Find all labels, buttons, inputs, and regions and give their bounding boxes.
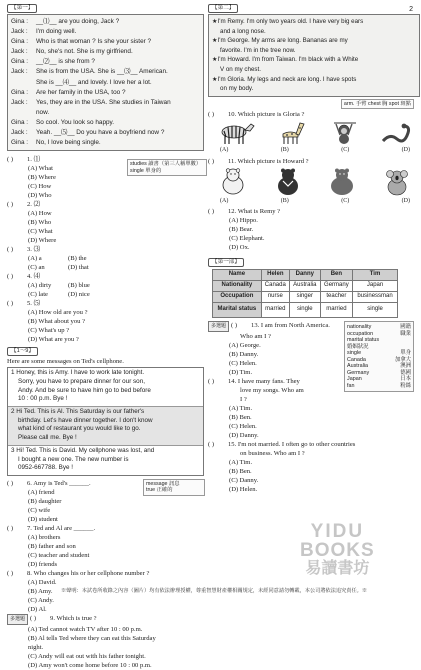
option[interactable]: (C) teacher and student — [28, 551, 90, 559]
animal-descriptions — [208, 14, 420, 97]
question-6: ( ) 6. Amy is Ted's ______. (A) friend (B) daughter (C) wife (D) student — [7, 479, 204, 524]
option[interactable]: (C) Andy will eat out with his father tonight. — [28, 652, 146, 660]
option[interactable]: (A) dirty — [28, 282, 52, 290]
option[interactable]: (B) father and son — [28, 542, 76, 550]
messages-box — [7, 367, 204, 476]
answer-paren[interactable]: ( ) — [7, 156, 14, 164]
dialog-line: Gina : No, I love being single. — [11, 139, 101, 147]
option[interactable]: (C) What — [28, 228, 53, 236]
snake-icon[interactable] — [380, 121, 414, 145]
option[interactable]: (B) daughter — [28, 497, 62, 505]
picture-label[interactable]: (D) — [401, 147, 410, 154]
option[interactable]: (B) Ben. — [229, 468, 252, 476]
option[interactable]: (C) Andy. — [28, 596, 54, 604]
dialog-box — [7, 14, 204, 151]
info-table — [212, 269, 398, 318]
description-gloria: ★I'm Gloria. My legs and neck are long. I have spots on my body. — [212, 75, 357, 93]
table-cell: single — [353, 303, 398, 318]
right-column — [208, 0, 420, 494]
multi-choice-tag: 多選題 — [208, 321, 229, 332]
option[interactable]: (D) Where — [28, 237, 57, 245]
question-8: ( ) 8. Who changes his or her cellphone number ? (A) David. (B) Amy. (C) Andy. (D) Al. — [7, 569, 204, 614]
table-header-cell: Danny — [289, 270, 320, 281]
option[interactable]: (D) Al. — [28, 605, 47, 613]
dialog-line: Jack : Yes, they are in the USA. She studies in Taiwan — [11, 98, 171, 106]
option[interactable]: (C) an — [28, 264, 45, 272]
option[interactable]: (C) Helen. — [229, 423, 257, 431]
table-cell: businessman — [353, 292, 398, 303]
table-header-row — [213, 270, 398, 281]
multi-choice-tag: 多選題 — [7, 614, 28, 625]
option[interactable]: (D) Who — [28, 192, 52, 200]
option[interactable]: (D) nice — [68, 291, 90, 299]
question-10: ( ) 10. Which picture is Gloria ? — [208, 111, 305, 119]
question-7: ( ) 7. Ted and Al are ______. (A) brothers (B) father and son (C) teacher and student (D) friends — [7, 524, 204, 569]
option[interactable]: (A) How — [28, 210, 52, 218]
dialog-line: Jack : She is from the USA. She is __⑶__ American. — [11, 68, 168, 76]
black-bear-icon[interactable] — [271, 168, 305, 196]
table-cell: nurse — [261, 292, 289, 303]
message-3: 3 Hi! Ted. This is David. My cellphone was lost, and I bought a new one. The new number is 0952-667788. Bye ! — [11, 446, 155, 472]
option[interactable]: (D) What are you ? — [28, 336, 79, 344]
section-tag-1: 【第一】 — [7, 4, 37, 13]
option[interactable]: (D) Tim. — [229, 369, 253, 377]
dialog-line: She is __⑷__ and lovely. I love her a lot. — [36, 78, 152, 86]
option: night. — [28, 643, 44, 651]
picture-label[interactable]: (D) — [401, 197, 410, 204]
option[interactable]: (B) Who — [28, 219, 52, 227]
table-header-cell: Tim — [353, 270, 398, 281]
option[interactable]: (A) Ted cannot watch TV after 10 : 00 p.m. — [28, 625, 143, 633]
giraffe-icon[interactable] — [278, 121, 308, 145]
questions-6-9 — [7, 479, 204, 670]
monkey-icon[interactable] — [330, 121, 358, 145]
section-tag-3: 【第一部】 — [208, 258, 244, 267]
questions-13-15 — [208, 321, 420, 494]
option[interactable]: (D) friends — [28, 560, 58, 568]
option[interactable]: (B) Ben. — [229, 414, 252, 422]
row-header: Marital status — [213, 303, 262, 318]
option[interactable]: (A) brothers — [28, 533, 61, 541]
option[interactable]: (B) Where — [28, 174, 56, 182]
table-cell: singer — [289, 292, 320, 303]
question-11: ( ) 11. Which picture is Howard ? — [208, 157, 309, 165]
answer-paren[interactable]: ( ) — [7, 479, 14, 487]
option[interactable]: (C) Helen. — [229, 360, 257, 368]
polar-bear-icon[interactable] — [216, 168, 250, 196]
picture-label[interactable]: (C) — [341, 147, 350, 154]
table-cell: Japan — [353, 281, 398, 292]
dialog-line: Gina : Are her family in the USA, too ? — [11, 88, 126, 96]
option[interactable]: (D) Ox. — [229, 244, 250, 252]
question-3: ( ) 3. ⑶ (A) a (B) the (C) an (D) that — [7, 245, 204, 272]
question-2: ( ) 2. ⑵ (A) How (B) Who (C) What (D) Where — [7, 200, 204, 245]
answer-paren[interactable]: ( ) — [7, 569, 14, 577]
dialog-line: Jack : Yeah. __⑸__ Do you have a boyfriend now ? — [11, 129, 165, 137]
vocab-note-arm: arm. 手臂 chest 胸 spot 斑點 — [208, 99, 420, 110]
table-cell: Germany — [320, 281, 352, 292]
option[interactable]: (B) Al tells Ted where they can eat this Saturday — [28, 634, 156, 642]
answer-paren[interactable]: ( ) — [7, 524, 14, 532]
picture-row-1-labels — [220, 147, 410, 155]
option[interactable]: (D) student — [28, 515, 58, 523]
option[interactable]: (A) How old are you ? — [28, 309, 88, 317]
dialog-line: Gina : Who is that woman ? Is she your sister ? — [11, 38, 152, 46]
question-4: ( ) 4. ⑷ (A) dirty (B) blue (C) late (D) nice — [7, 272, 204, 299]
table-cell: married — [261, 303, 289, 318]
answer-paren[interactable]: ( ) — [7, 246, 14, 254]
picture-label[interactable]: (A) — [220, 197, 229, 204]
answer-paren[interactable]: ( ) — [208, 157, 215, 165]
option[interactable]: (B) the — [68, 255, 87, 263]
questions-1-5 — [7, 155, 204, 344]
option[interactable]: (A) a — [28, 255, 42, 263]
option[interactable]: (C) How — [28, 183, 52, 191]
watermark-logo: YIDU BOOKS 易讀書坊 — [300, 521, 375, 577]
message-1: 1 Honey, this is Amy. I have to work late tonight. Sorry, you have to prepare dinner for our son, Andy. And be sure to have him go to bed before 10 : 00 p.m. Bye ! — [8, 368, 203, 407]
option[interactable]: (C) Danny. — [229, 477, 259, 485]
answer-paren[interactable]: ( ) — [30, 614, 37, 622]
option[interactable]: (A) Tim. — [229, 405, 253, 413]
answer-paren[interactable]: ( ) — [7, 273, 14, 281]
picture-label[interactable]: (A) — [220, 147, 229, 154]
copyright-footer: ※聲明：本試卷所收錄之內容（圖片）均有依法辦理授權，尊重智慧財產權相關規定，未經同意請勿轉載，本公司將依法追究責任。※ — [60, 588, 368, 594]
vocab-box: nationality 國籍 occupation 職業 marital status 婚姻狀況 single 單身 Canada 加拿大 Australia 澳洲 Germany 德國 Japan 日本 fan 粉絲 — [344, 321, 414, 392]
option[interactable]: (C) wife — [28, 506, 51, 514]
row-header: Occupation — [213, 292, 262, 303]
table-header-cell: Ben — [320, 270, 352, 281]
description-remy: ★I'm Remy. I'm only two years old. I have very big ears and a long nose. — [212, 17, 364, 35]
answer-paren[interactable]: ( ) — [7, 300, 14, 308]
dialog-line: Gina : So cool. You look so happy. — [11, 118, 115, 126]
option[interactable]: (B) Danny. — [229, 351, 259, 359]
answer-paren[interactable]: ( ) — [208, 378, 215, 386]
table-cell: teacher — [320, 292, 352, 303]
answer-paren[interactable]: ( ) — [208, 441, 215, 449]
option[interactable]: (A) friend — [28, 488, 55, 496]
question-14: ( ) 14. I have many fans. They love my songs. Who am I ? (A) Tim. (B) Ben. (C) Helen. (D) Danny. — [208, 377, 420, 440]
question-5: ( ) 5. ⑸ (A) How old are you ? (B) What about you ? (C) What's up ? (D) What are you ? — [7, 299, 204, 344]
koala-icon[interactable] — [380, 168, 414, 196]
picture-row-2 — [216, 168, 414, 196]
option[interactable]: (D) that — [68, 264, 89, 272]
question-13: 多選題 ( ) 13. I am from North America. Who am I ? (A) George. (B) Danny. (C) Helen. (D) Tim. — [208, 321, 420, 377]
picture-row-2-labels — [220, 198, 410, 206]
table-header-cell: Helen — [261, 270, 289, 281]
table-cell: Australia — [289, 281, 320, 292]
option[interactable]: (B) blue — [68, 282, 90, 290]
description-howard: ★I'm Howard. I'm from Taiwan. I'm black with a White V on my chest. — [212, 56, 359, 73]
picture-label[interactable]: (B) — [280, 147, 289, 154]
table-header-cell: Name — [213, 270, 262, 281]
vocab-note-studies: studies 讀書（第三人稱單數） single 單身的 — [127, 159, 207, 176]
answer-paren[interactable]: ( ) — [208, 111, 215, 119]
bear-icon[interactable] — [325, 168, 359, 196]
option[interactable]: (D) Amy won't come home before 10 : 00 p.m. — [28, 661, 152, 669]
question-12: ( ) 12. What is Remy ? (A) Hippo. (B) Bear. (C) Elephant. (D) Ox. — [208, 207, 420, 252]
dialog-line: Jack : No, she's not. She is my girlfriend. — [11, 48, 133, 56]
picture-label[interactable]: (B) — [280, 197, 289, 204]
option[interactable]: (C) What's up ? — [28, 327, 70, 335]
option[interactable]: (D) Danny. — [229, 432, 259, 440]
dialog-line: Jack : I'm doing well. — [11, 28, 77, 36]
option[interactable]: (C) late — [28, 291, 48, 299]
zebra-icon[interactable] — [216, 121, 256, 145]
option[interactable]: (D) Helen. — [229, 486, 258, 494]
messages-intro: Here are some messages on Ted's cellphone. — [7, 358, 124, 366]
section-tag-2: 【1～9】 — [7, 347, 38, 356]
option[interactable]: (B) Bear. — [229, 226, 254, 234]
message-2: 2 Hi Ted. This is Al. This Saturday is our father's birthday. Let's have dinner together. I don't know what kind of restaurant you would like to go. Please call me. Bye ! — [8, 407, 203, 446]
table-cell: Canada — [261, 281, 289, 292]
left-column — [0, 0, 204, 670]
option[interactable]: (A) Tim. — [229, 459, 253, 467]
dialog-line: Gina : __⑴__ are you doing, Jack ? — [11, 17, 120, 25]
picture-label[interactable]: (C) — [341, 197, 350, 204]
question-1: ( ) 1. ⑴ (A) What (B) Where (C) How (D) Who — [7, 155, 204, 200]
option[interactable]: (B) What about you ? — [28, 318, 86, 326]
description-george: ★I'm George. My arms are long. Bananas are my favorite. I'm in the tree now. — [212, 37, 348, 54]
option[interactable]: (A) George. — [229, 342, 261, 350]
question-15: ( ) 15. I'm not married. I often go to other countries on business. Who am I ? (A) Tim. (B) Ben. (C) Danny. (D) Helen. — [208, 440, 420, 494]
section-tag-right: 【第二】 — [208, 4, 238, 13]
option[interactable]: (C) Elephant. — [229, 235, 265, 243]
row-header: Nationality — [213, 281, 262, 292]
table-cell: married — [320, 303, 352, 318]
table-row — [213, 303, 398, 318]
picture-row-1 — [216, 121, 414, 145]
answer-paren[interactable]: ( ) — [7, 201, 14, 209]
dialog-line: now. — [36, 108, 50, 116]
option[interactable]: (A) What — [28, 165, 53, 173]
table-row — [213, 292, 398, 303]
answer-paren[interactable]: ( ) — [231, 322, 238, 330]
dialog-line: Gina : __⑵__ is she from ? — [11, 58, 95, 66]
vocab-note-message: message 訊息 true 正確的 — [143, 479, 205, 496]
table-cell: single — [289, 303, 320, 318]
option[interactable]: (B) Amy. — [28, 587, 53, 595]
page-number: 2 — [409, 6, 413, 13]
table-row — [213, 281, 398, 292]
option[interactable]: (A) David. — [28, 578, 57, 586]
question-9: 多選題 ( ) 9. Which is true ? (A) Ted cannot watch TV after 10 : 00 p.m. (B) Al tells Ted where they can eat this Saturday night. (C) Andy will eat out with his father tonight. (D) Amy won't come home before 10 : 00 p.m. — [7, 614, 204, 670]
answer-paren[interactable]: ( ) — [208, 208, 215, 216]
option[interactable]: (A) Hippo. — [229, 217, 258, 225]
